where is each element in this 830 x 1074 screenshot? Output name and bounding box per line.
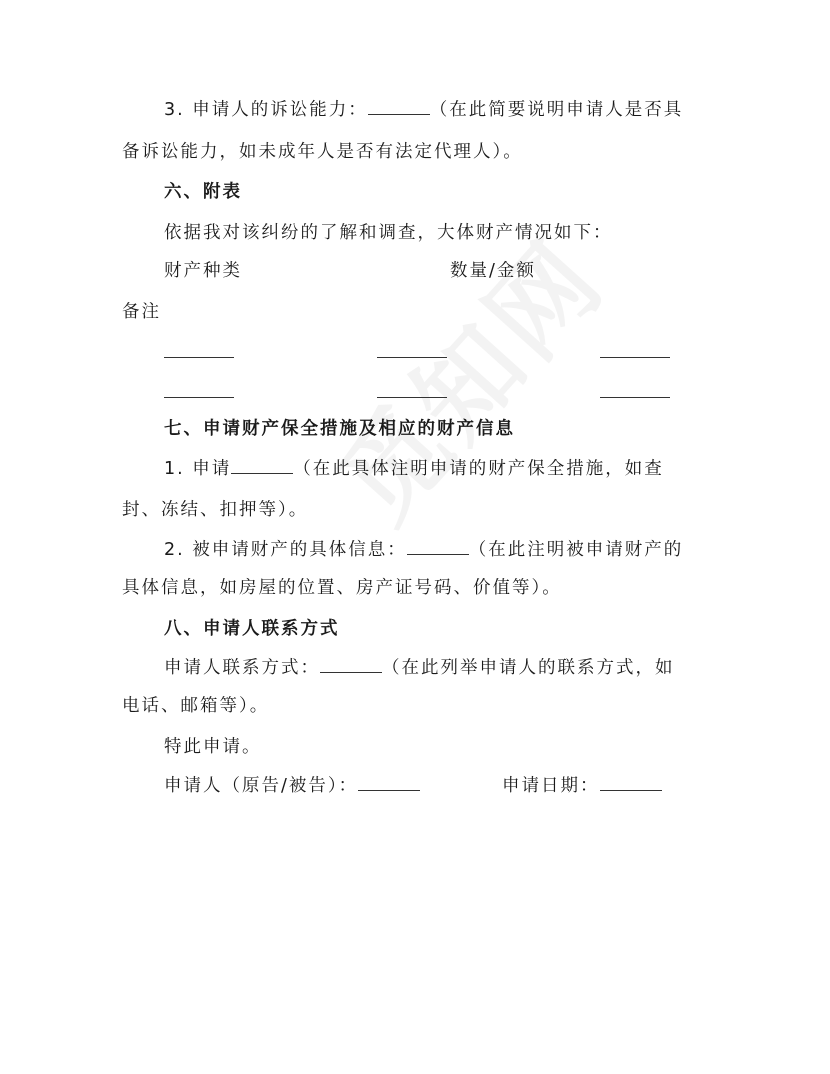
date-line [502, 774, 662, 798]
closing-text: 特此申请。 [164, 737, 262, 757]
capacity-line [164, 98, 683, 122]
table-header-remark: 备注 [122, 302, 161, 322]
capacity-note: （在此简要说明申请人是否具 [429, 100, 684, 120]
item-7-1 [164, 457, 664, 481]
section-6-heading: 六、附表 [164, 182, 242, 202]
item-7-2-note: （在此注明被申请财产的 [468, 540, 684, 560]
table-header-amount: 数量/金额 [450, 261, 536, 281]
contact-label: 申请人联系方式： [164, 658, 320, 678]
item-7-2-blank [407, 538, 469, 555]
item-7-2-cont: 具体信息，如房屋的位置、房产证号码、价值等）。 [122, 578, 562, 598]
table-blank-r1c3 [600, 357, 670, 358]
table-blank-r2c3 [600, 397, 670, 398]
contact-blank [320, 656, 382, 673]
table-blank-r2c1 [164, 397, 234, 398]
section-6-intro: 依据我对该纠纷的了解和调查，大体财产情况如下： [164, 223, 613, 243]
capacity-blank [368, 98, 430, 115]
table-blank-r1c2 [377, 357, 447, 358]
item-7-1-blank [231, 457, 293, 474]
capacity-label: 3. 申请人的诉讼能力： [164, 100, 368, 120]
table-blank-r2c2 [377, 397, 447, 398]
signature-blank [358, 774, 420, 791]
item-7-2 [164, 538, 683, 562]
contact-line [164, 656, 675, 680]
date-label: 申请日期： [502, 776, 600, 796]
item-7-1-note: （在此具体注明申请的财产保全措施，如查 [293, 459, 664, 479]
contact-line-2: 电话、邮箱等）。 [122, 696, 270, 716]
table-blank-r1c1 [164, 357, 234, 358]
date-blank [600, 774, 662, 791]
signature-label: 申请人（原告/被告）： [164, 776, 359, 796]
item-7-1-cont: 封、冻结、扣押等）。 [122, 500, 309, 520]
section-7-heading: 七、申请财产保全措施及相应的财产信息 [164, 419, 515, 439]
item-7-1-label: 1. 申请 [164, 459, 232, 479]
item-7-2-label: 2. 被申请财产的具体信息： [164, 540, 407, 560]
watermark [299, 202, 631, 548]
signature-line [164, 774, 420, 798]
section-8-heading: 八、申请人联系方式 [164, 619, 340, 639]
table-header-type: 财产种类 [164, 261, 242, 281]
capacity-line-2: 备诉讼能力，如未成年人是否有法定代理人）。 [122, 142, 523, 162]
contact-note: （在此列举申请人的联系方式，如 [382, 658, 675, 678]
